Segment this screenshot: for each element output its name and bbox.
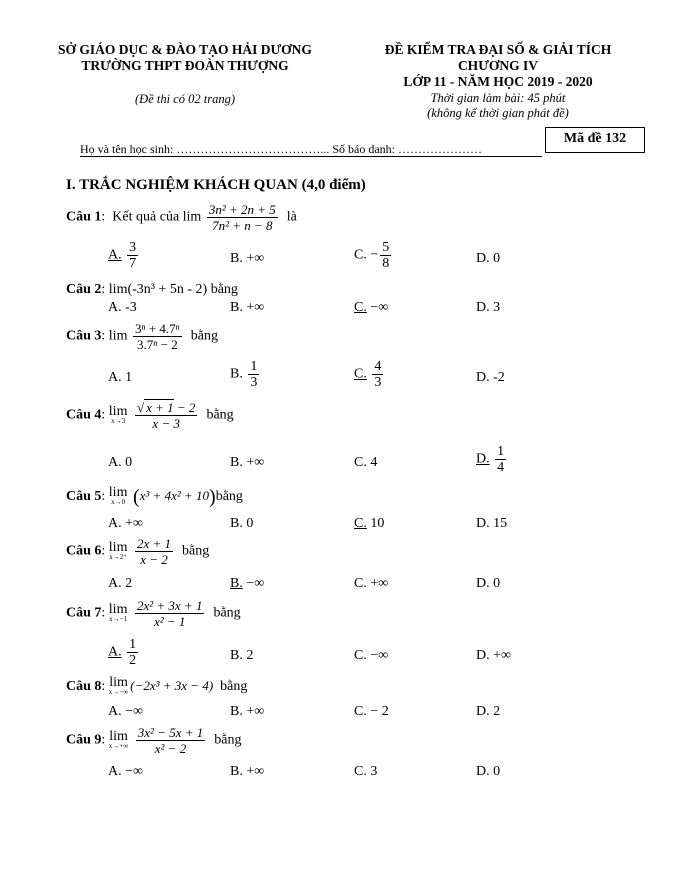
q1-option-b[interactable]: B. +∞ [230,251,265,266]
exam-code-box: Mã đề 132 [545,127,645,153]
question-2: Câu 2: lim(-3n³ + 5n - 2) bằng [66,282,238,297]
question-9: Câu 9: lim x→+∞ $\frac{\text{3x² − 5x + 1}}{\text{x² − 2}}$ bằng [66,725,242,756]
q8-option-b[interactable]: B. +∞ [230,704,265,719]
q4-option-b[interactable]: B. +∞ [230,455,265,470]
q4-option-c[interactable]: C. 4 [354,455,378,470]
q5-option-a[interactable]: A. +∞ [108,516,143,531]
q1-option-c[interactable]: C. − $\frac{5}{8}$ [354,240,390,271]
q2-option-d[interactable]: D. 3 [476,300,501,315]
q3-option-c[interactable]: C. $\frac{4}{3}$ [354,359,382,390]
school-dept: SỞ GIÁO DỤC & ĐÀO TẠO HẢI DƯƠNG [58,42,312,57]
q1-option-a[interactable]: A. $\frac{3}{7}$ [108,240,137,271]
q8-option-a[interactable]: A. −∞ [108,704,143,719]
q8-option-d[interactable]: D. 2 [476,704,501,719]
school-name: TRƯỜNG THPT ĐOÀN THƯỢNG [81,58,289,73]
exam-time-note: (không kể thời gian phát đề) [427,106,569,120]
q6-option-c[interactable]: C. +∞ [354,576,389,591]
q6-option-b[interactable]: B. −∞ [230,576,265,591]
question-4: Câu 4: lim x→3 $\frac{√ x + 1 - 2}{x - 3}$ bằng [66,400,234,431]
q3-option-a[interactable]: A. 1 [108,370,133,385]
q3-option-d[interactable]: D. -2 [476,370,505,385]
q1-option-d[interactable]: D. 0 [476,251,501,266]
q7-option-b[interactable]: B. 2 [230,648,254,663]
exam-chapter: CHƯƠNG IV [457,58,539,73]
exam-title: ĐỀ KIỂM TRA ĐẠI SỐ & GIẢI TÍCH [384,42,612,57]
q9-option-c[interactable]: C. 3 [354,764,378,779]
q7-option-a[interactable]: A. $\frac{1}{2}$ [108,637,137,668]
question-7: Câu 7: lim x→−1 $\frac{\text{2x² + 3x + 1}}{\text{x² − 1}}$ bằng [66,598,241,629]
q8-option-c[interactable]: C. − 2 [354,704,389,719]
q7-option-d[interactable]: D. +∞ [476,648,511,663]
q5-option-d[interactable]: D. 15 [476,516,508,531]
question-8: Câu 8: lim x→−∞ (−2x³ + 3x − 4) bằng [66,675,248,697]
student-info-line: Họ và tên học sinh: ………………………………... Số báo danh: ………………… [80,142,482,156]
question-6: Câu 6: lim x→2⁺ $\frac{2x + 1}{x - 2}$ bằng [66,536,210,567]
q5-option-c[interactable]: C. 10 [354,516,385,531]
question-5: Câu 5: lim x→0 (x³ + 4x² + 10)bằng [66,485,243,508]
q5-option-b[interactable]: B. 0 [230,516,254,531]
question-label: Câu 1 [66,209,102,225]
question-1: Câu 1: Kết quả của lim $\frac{\text{3n² + 2n + 5}}{\text{7n² + n − 8}}$ là [66,202,297,233]
q9-option-d[interactable]: D. 0 [476,764,501,779]
q2-option-c[interactable]: C. −∞ [354,300,389,315]
q7-option-c[interactable]: C. −∞ [354,648,389,663]
q6-option-d[interactable]: D. 0 [476,576,501,591]
question-3: Câu 3: lim $\frac{\text{3ⁿ + 4.7ⁿ}}{\text{3.7ⁿ − 2}}$ bằng [66,321,218,352]
q3-option-b[interactable]: B. $\frac{1}{3}$ [230,359,258,390]
q2-option-b[interactable]: B. +∞ [230,300,265,315]
q2-option-a[interactable]: A. -3 [108,300,137,315]
q6-option-a[interactable]: A. 2 [108,576,133,591]
q4-option-a[interactable]: A. 0 [108,455,133,470]
exam-time: Thời gian làm bài: 45 phút [430,91,566,105]
q9-option-b[interactable]: B. +∞ [230,764,265,779]
exam-grade-year: LỚP 11 - NĂM HỌC 2019 - 2020 [403,74,593,89]
q9-option-a[interactable]: A. −∞ [108,764,143,779]
q4-option-d[interactable]: D. $\frac{1}{4}$ [476,444,505,475]
header-divider [80,156,542,157]
page-count-note: (Đề thi có 02 trang) [135,92,235,106]
section-title: I. TRẮC NGHIỆM KHÁCH QUAN (4,0 điểm) [66,177,366,193]
